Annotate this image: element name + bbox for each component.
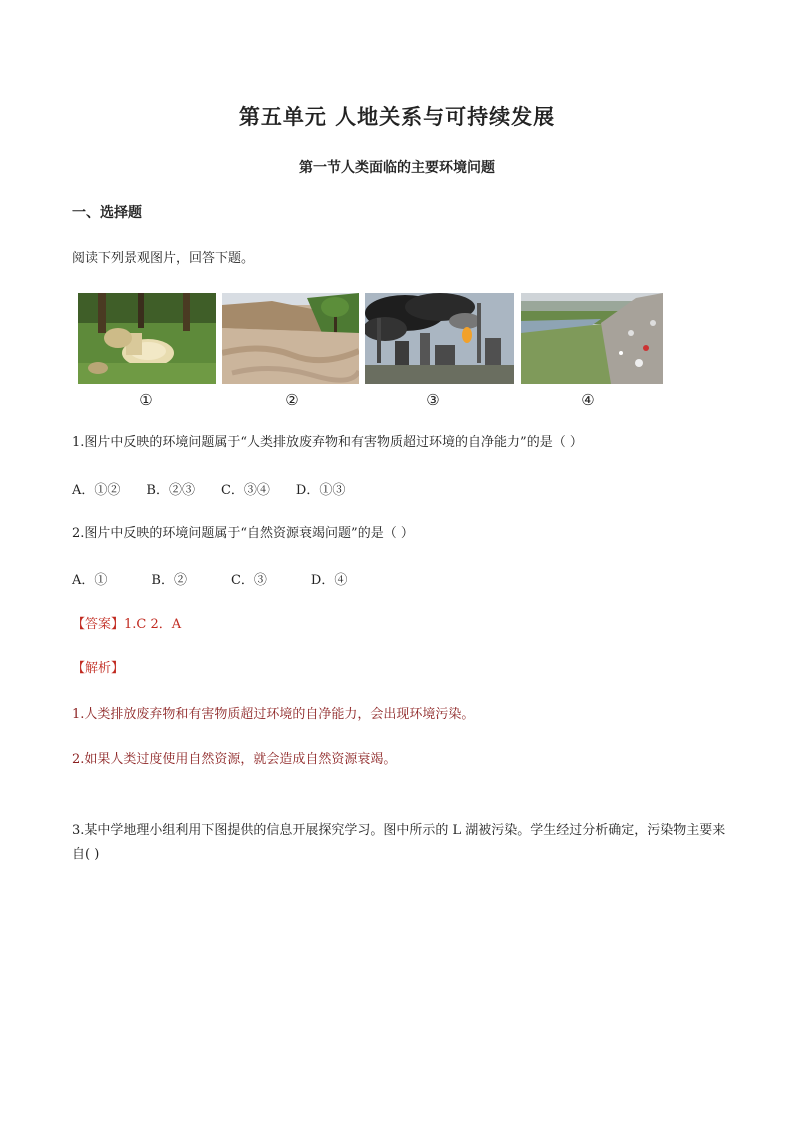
analysis-tag: 【解析】 [72,661,125,676]
q1-option-a: A．①② [72,483,121,498]
answer-text: 1.C 2．A [124,617,182,632]
intro-text: 阅读下列景观图片，回答下题。 [72,251,255,266]
q1-option-d: D．①③ [295,483,346,498]
question-3: 3.某中学地理小组利用下图提供的信息开展探究学习。图中所示的 L 湖被污染。学生经过分析确定，污染物主要来自( ) [72,823,726,862]
q2-option-a: A．① [72,573,108,588]
q2-option-b: B．② [151,573,187,588]
answer-line [72,615,181,635]
image-tree-stumps [78,293,216,384]
image-caption-3: ③ [426,391,440,409]
question-1-options [72,479,371,498]
image-caption-4: ④ [581,391,595,409]
page-subtitle: 第一节人类面临的主要环境问题 [299,160,495,176]
analysis-line-1: 1.人类排放废弃物和有害物质超过环境的自净能力，会出现环境污染。 [72,707,475,722]
question-2: 2.图片中反映的环境问题属于“自然资源衰竭问题”的是（ ） [72,526,414,541]
page-title: 第五单元 人地关系与可持续发展 [238,104,556,129]
analysis-line-2: 2.如果人类过度使用自然资源，就会造成自然资源衰竭。 [72,752,397,767]
image-soil-erosion [222,293,359,384]
image-garbage-dump [521,293,663,384]
question-1: 1.图片中反映的环境问题属于“人类排放废弃物和有害物质超过环境的自净能力”的是（ ） [72,435,583,450]
question-2-options [72,569,373,588]
answer-tag: 【答案】 [72,617,125,632]
q1-option-b: B．②③ [146,483,195,498]
q1-option-c: C．③④ [220,483,270,498]
q2-option-d: D．④ [310,573,348,588]
image-caption-2: ② [285,391,299,409]
q2-option-c: C．③ [230,573,267,588]
section-heading: 一、选择题 [72,205,142,221]
image-industrial-smoke [365,293,514,384]
image-caption-1: ① [139,391,153,409]
